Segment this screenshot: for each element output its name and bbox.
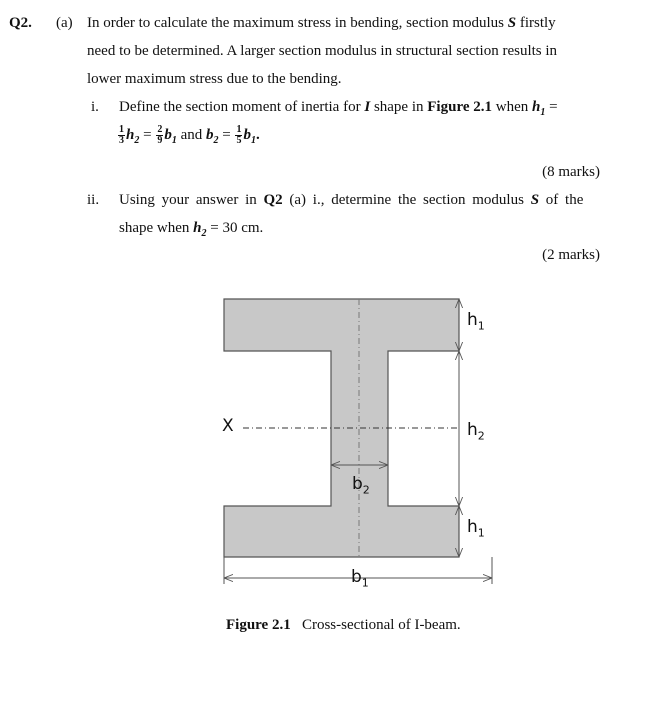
sub-ii-symbol-s: S <box>530 192 540 208</box>
h1-symbol: $h_1$ <box>531 99 546 118</box>
and-word: and <box>180 126 203 143</box>
caption-text: Cross-sectional of I-beam. <box>301 617 461 633</box>
intro-line-3: lower maximum stress due to the bending. <box>87 71 342 87</box>
caption-label: Figure 2.1 <box>226 617 291 633</box>
intro-line-2: need to be determined. A larger section modulus in structural section results in <box>87 43 558 59</box>
sub-ii-ref: Q2 <box>263 192 283 208</box>
b1-symbol: $b_1$ <box>164 126 177 146</box>
fraction-1-3: $\frac{1}{3}$ <box>119 124 124 146</box>
sub-ii-line2-a: shape when <box>119 220 190 236</box>
part-a-label: (a) <box>56 15 73 31</box>
label-b1: $b_1$ <box>351 567 369 590</box>
axis-x-label: X <box>222 416 234 436</box>
b1-end-symbol: $b_1$ <box>243 126 256 146</box>
equals-sign-2: = <box>143 126 152 143</box>
question-number: Q2. <box>9 15 32 31</box>
h2-symbol: $h_2$ <box>126 126 140 146</box>
label-h1-bottom: $h_1$ <box>467 517 485 540</box>
symbol-i: I <box>364 99 371 115</box>
equals-sign-3: = <box>222 126 231 143</box>
figure-ref: Figure 2.1 <box>427 99 492 115</box>
sub-ii-text3: of the <box>545 192 584 208</box>
sub-ii-marks: (2 marks) <box>542 247 600 263</box>
label-h1-top: $h_1$ <box>467 310 485 333</box>
period: . <box>255 126 260 143</box>
sub-i-text-when: when <box>495 99 529 115</box>
symbol-s: S <box>507 15 517 31</box>
label-b2: $b_2$ <box>352 474 370 497</box>
equals-sign: = <box>549 99 558 115</box>
sub-ii-line2-b: = 30 cm. <box>210 220 264 236</box>
sub-i-text-mid: shape in <box>373 99 424 115</box>
sub-ii-text1: Using your answer in <box>119 192 257 208</box>
intro-text-1b: firstly <box>519 15 556 31</box>
intro-text-1: In order to calculate the maximum stress in bending, section modulus <box>87 15 504 31</box>
label-h2: $h_2$ <box>467 420 485 443</box>
sub-i-text-before: Define the section moment of inertia for <box>119 99 361 115</box>
fraction-2-9: $\frac{2}{9}$ <box>157 124 163 146</box>
sub-ii-h2: $h_2$ <box>193 220 207 239</box>
figure-caption <box>226 617 461 634</box>
sub-ii-text2: (a) i., determine the section modulus <box>289 192 524 208</box>
b2-symbol: $b_2$ <box>205 126 219 146</box>
sub-i-label: i. <box>91 99 99 115</box>
fraction-1-5: $\frac{1}{5}$ <box>236 124 242 146</box>
sub-i-marks: (8 marks) <box>542 164 600 180</box>
sub-ii-label: ii. <box>87 192 100 208</box>
